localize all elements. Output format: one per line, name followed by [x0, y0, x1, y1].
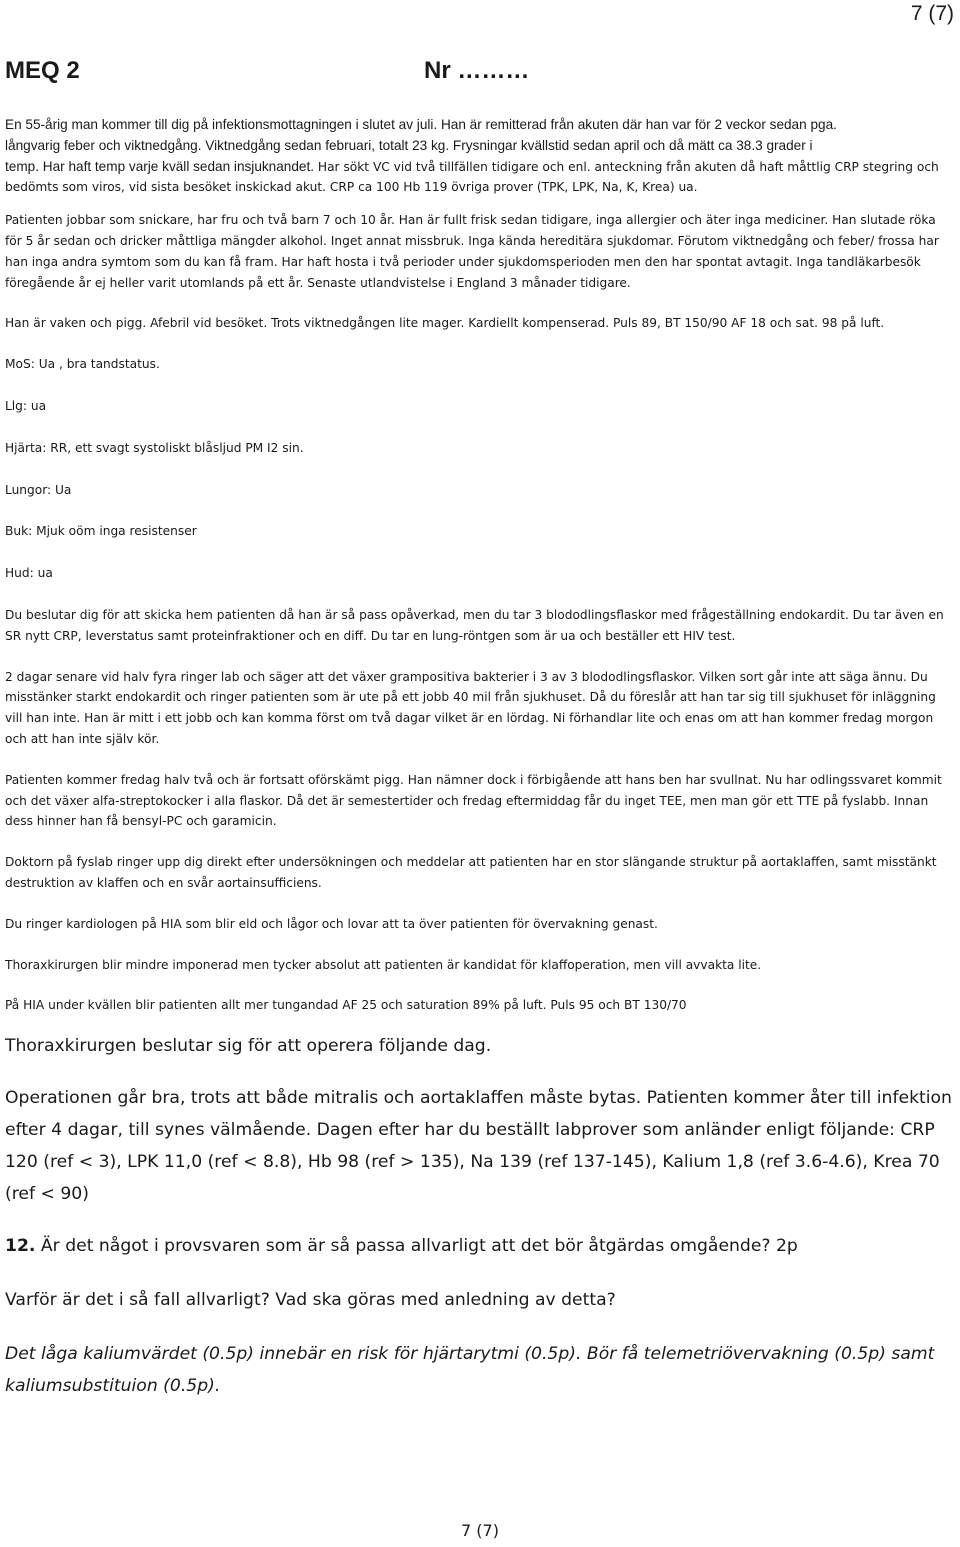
status-lungs: Lungor: Ua — [5, 482, 72, 497]
question-number: 12. — [5, 1236, 36, 1257]
decision-big: Thoraxkirurgen beslutar sig för att operera följande dag. — [5, 1036, 492, 1057]
page-number-bottom: 7 (7) — [461, 1521, 499, 1540]
hia-paragraph: På HIA under kvällen blir patienten allt mer tungandad AF 25 och saturation 89% på luft. Puls 95 och BT 130/70 — [5, 998, 687, 1013]
thorax-paragraph: Thoraxkirurgen blir mindre imponerad men tycker absolut att patienten är kandidat för klaffoperation, men vill avvakta lite. — [5, 957, 762, 972]
title-row — [5, 57, 905, 87]
status-llg: Llg: ua — [5, 398, 47, 413]
intro-line-3-sans: temp. Har haft temp varje kväll sedan insjuknandet. — [5, 158, 315, 174]
patient-history: Patienten jobbar som snickare, har fru och två barn 7 och 10 år. Han är fullt frisk sedan tidigare, inga allergier och äter inga mediciner. Han slutade röka för 5 år sedan och dricker måttliga mängder alkohol. Inget annat missbruk. Inga kända hereditära sjukdomar. Förutom viktnedgång och feber/ frossa har han inga andra symtom som du kan få fram. Har haft hosta i två perioder under sjukdomsperioden men den har spontat avtagit. Inga tandläkarbesök föregående år ej heller varit utomlands på ett år. Senaste utlandvistelse i England 3 månader tidigare. — [5, 213, 939, 290]
page-number-top: 7 (7) — [910, 2, 954, 25]
arrival-paragraph: Patienten kommer fredag halv två och är fortsatt oförskämt pigg. Han nämner dock i förbigående att hans ben har svullnat. Nu har odlingssvaret kommit och det växer alfa-streptokocker i alla flaskor. Då det är semestertider och fredag eftermiddag får du inget TEE, men man gör ett TTE på fyslabb. Innan dess hinner han få bensyl-PC och garamicin. — [5, 772, 942, 829]
question-text: Är det något i provsvaren som är så passa allvarligt att det bör åtgärdas omgående? 2p — [35, 1236, 798, 1257]
status-general: Han är vaken och pigg. Afebril vid besöket. Trots viktnedgången lite mager. Kardiellt kompenserad. Puls 89, BT 150/90 AF 18 och sat. 98 på luft. — [5, 316, 885, 331]
answer: Det låga kaliumvärdet (0.5p) innebär en risk för hjärtarytmi (0.5p). Bör få telemetriövervakning (0.5p) samt kaliumsubstituion (0.5p). — [5, 1344, 935, 1397]
document-body — [5, 115, 955, 1402]
decision-paragraph: Du beslutar dig för att skicka hem patienten då han är så pass opåverkad, men du tar 3 blododlingsflaskor med frågeställning endokardit. Du tar även en SR nytt CRP, leverstatus samt proteinfraktioner och en diff. Du tar en lung-röntgen som är ua och beställer ett HIV test. — [5, 607, 944, 643]
document-title: MEQ 2 — [5, 57, 80, 84]
cardiology-paragraph: Du ringer kardiologen på HIA som blir eld och lågor och lovar att ta över patienten för övervakning genast. — [5, 916, 658, 931]
intro-line-3 — [5, 157, 955, 199]
intro-line-3-rest: Har sökt VC vid två tillfällen tidigare och enl. anteckning från akuten då haft måttlig CRP stegring och bedömts som viros, vid sista besöket inskickad akut. CRP ca 100 Hb 119 övriga prover (TPK, LPK, Na, K, Krea) ua. — [5, 159, 939, 195]
nr-field: Nr ……… — [424, 57, 530, 84]
operation-big: Operationen går bra, trots att både mitralis och aortaklaffen måste bytas. Patienten kommer åter till infektion efter 4 dagar, till synes välmående. Dagen efter har du beställt labprover som anländer enligt följande: CRP 120 (ref < 3), LPK 11,0 (ref < 8.8), Hb 98 (ref > 135), Na 139 (ref 137-145), Kalium 1,8 (ref 3.6-4.6), Krea 70 (ref < 90) — [5, 1088, 952, 1205]
question-12 — [5, 1230, 955, 1262]
question-12-followup: Varför är det i så fall allvarligt? Vad ska göras med anledning av detta? — [5, 1290, 616, 1311]
status-abdomen: Buk: Mjuk oöm inga resistenser — [5, 524, 197, 539]
lab-call-paragraph: 2 dagar senare vid halv fyra ringer lab och säger att det växer grampositiva bakterier i 3 av 3 blododlingsflaskor. Vilken sort går inte att säga ännu. Du misstänker starkt endokardit och ringer patienten som är ute på ett jobb 40 mil från sjukhuset. Då du föreslår att han tar sig till sjukhuset för inläggning vill han inte. Han är mitt i ett jobb och kan komma först om två dagar vilket är en lördag. Ni förhandlar lite och enas om att han kommer fredag morgon och att han inte själv kör. — [5, 669, 936, 746]
intro-line-1: En 55-årig man kommer till dig på infektionsmottagningen i slutet av juli. Han är remitterad från akuten där han var för 2 veckor sedan pga. — [5, 117, 837, 132]
status-skin: Hud: ua — [5, 566, 53, 581]
intro-line-2: långvarig feber och viktnedgång. Viktnedgång sedan februari, totalt 23 kg. Frysningar kvällstid sedan april och då mätt ca 38.3 grader i — [5, 137, 813, 153]
status-heart: Hjärta: RR, ett svagt systoliskt blåsljud PM I2 sin. — [5, 440, 304, 455]
status-mos: MoS: Ua , bra tandstatus. — [5, 357, 160, 372]
fyslab-paragraph: Doktorn på fyslab ringer upp dig direkt efter undersökningen och meddelar att patienten har en stor slängande struktur på aortaklaffen, samt misstänkt destruktion av klaffen och en svår aortainsufficiens. — [5, 855, 937, 890]
